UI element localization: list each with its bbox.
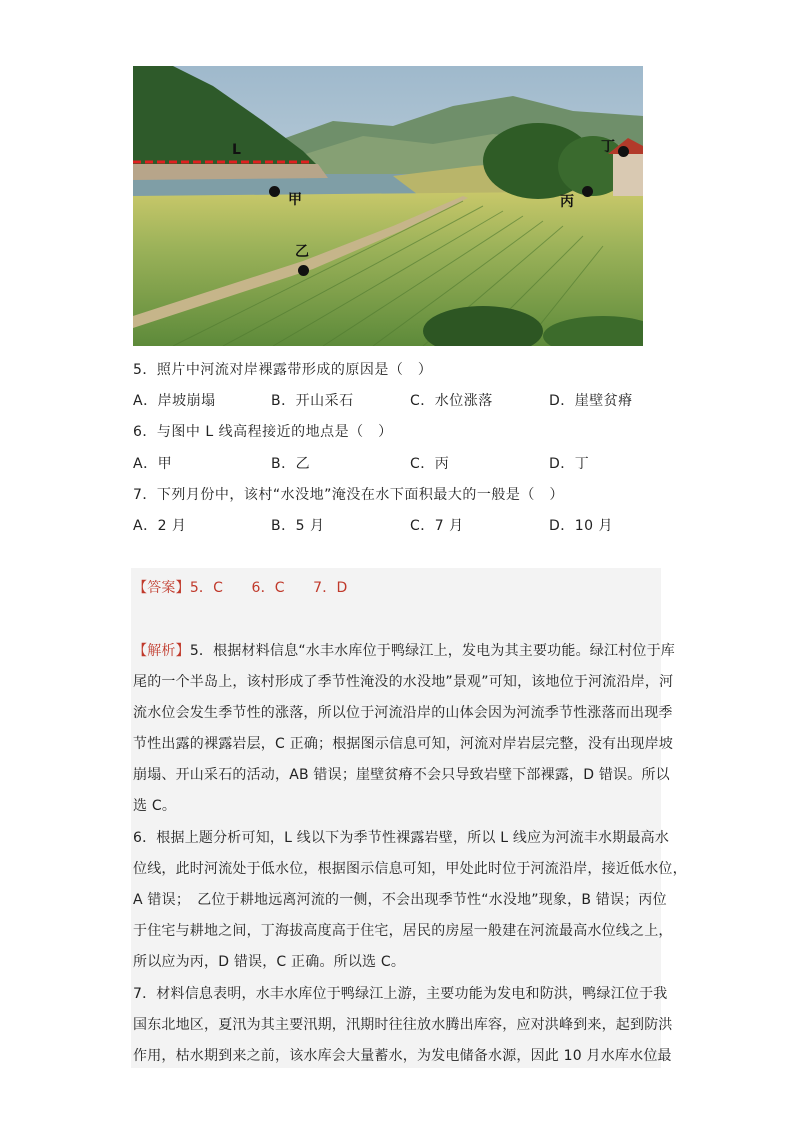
answer-line [133,577,347,597]
point-bing-label: 丙 [560,194,574,210]
q7-option-b: B．5 月 [271,518,325,534]
point-bing-marker [582,186,593,197]
q5-option-d: D．崖壁贫瘠 [549,393,633,409]
q5-option-c: C．水位涨落 [410,393,493,409]
answer-tag: 【答案】 [133,580,190,596]
line-label: L [232,142,241,158]
q5-option-a: A．岸坡崩塌 [133,393,216,409]
q7-option-a: A．2 月 [133,518,187,534]
analysis-line-2: 尾的一个半岛上，该村形成了季节性淹没的水没地”景观”可知，该地位于河流沿岸，河 [133,674,674,690]
point-jia-marker [269,186,280,197]
point-yi-marker [298,265,309,276]
analysis-line-3: 流水位会发生季节性的涨落，所以位于河流沿岸的山体会因为河流季节性涨落而出现季 [133,705,673,721]
analysis-line-7: 6．根据上题分析可知，L 线以下为季节性裸露岩壁，所以 L 线应为河流丰水期最高水 [133,830,670,846]
q6-option-c: C．丙 [410,456,450,472]
question-5-stem: 5．照片中河流对岸裸露带形成的原因是（ ） [133,362,433,378]
analysis-line-8: 位线，此时河流处于低水位，根据图示信息可知，甲处此时位于河流沿岸，接近低水位， [133,861,687,877]
analysis-tag: 【解析】 [133,643,190,659]
analysis-line-1 [133,640,675,660]
analysis-line-14: 作用，枯水期到来之前，该水库会大量蓄水，为发电储备水源，因此 10 月水库水位最 [133,1048,672,1064]
answer-values: 5．C 6．C 7．D [189,580,348,596]
analysis-line-6: 选 C。 [133,798,177,814]
q6-option-b: B．乙 [271,456,311,472]
landscape-photo [133,66,643,346]
q7-option-c: C．7 月 [410,518,464,534]
question-7-stem: 7．下列月份中，该村“水没地”淹没在水下面积最大的一般是（ ） [133,487,564,503]
q7-option-d: D．10 月 [549,518,614,534]
q6-option-d: D．丁 [549,456,590,472]
analysis-line-12: 7．材料信息表明，水丰水库位于鸭绿江上游，主要功能为发电和防洪，鸭绿江位于我 [133,986,668,1002]
point-ding-marker [618,146,629,157]
analysis-line-4: 节性出露的裸露岩层，C 正确；根据图示信息可知，河流对岸岩层完整，没有出现岸坡 [133,736,674,752]
analysis-line-10: 于住宅与耕地之间，丁海拔高度高于住宅，居民的房屋一般建在河流最高水位线之上， [133,923,673,939]
analysis-line-5: 崩塌、开山采石的活动，AB 错误；崖壁贫瘠不会只导致岩壁下部裸露，D 错误。所以 [133,767,670,783]
q5-option-b: B．开山采石 [271,393,354,409]
point-jia-label: 甲 [288,192,302,208]
point-yi-label: 乙 [295,244,309,260]
analysis-text: 5．根据材料信息“水丰水库位于鸭绿江上，发电为其主要功能。绿江村位于库 [189,643,675,659]
analysis-line-9: A 错误； 乙位于耕地远离河流的一侧，不会出现季节性“水没地”现象，B 错误；丙位 [133,892,667,908]
analysis-line-13: 国东北地区，夏汛为其主要汛期，汛期时往往放水腾出库容，应对洪峰到来，起到防洪 [133,1017,673,1033]
analysis-line-11: 所以应为丙，D 错误，C 正确。所以选 C。 [133,954,406,970]
point-ding-label: 丁 [601,139,615,155]
q6-option-a: A．甲 [133,456,173,472]
question-6-stem: 6．与图中 L 线高程接近的地点是（ ） [133,424,393,440]
